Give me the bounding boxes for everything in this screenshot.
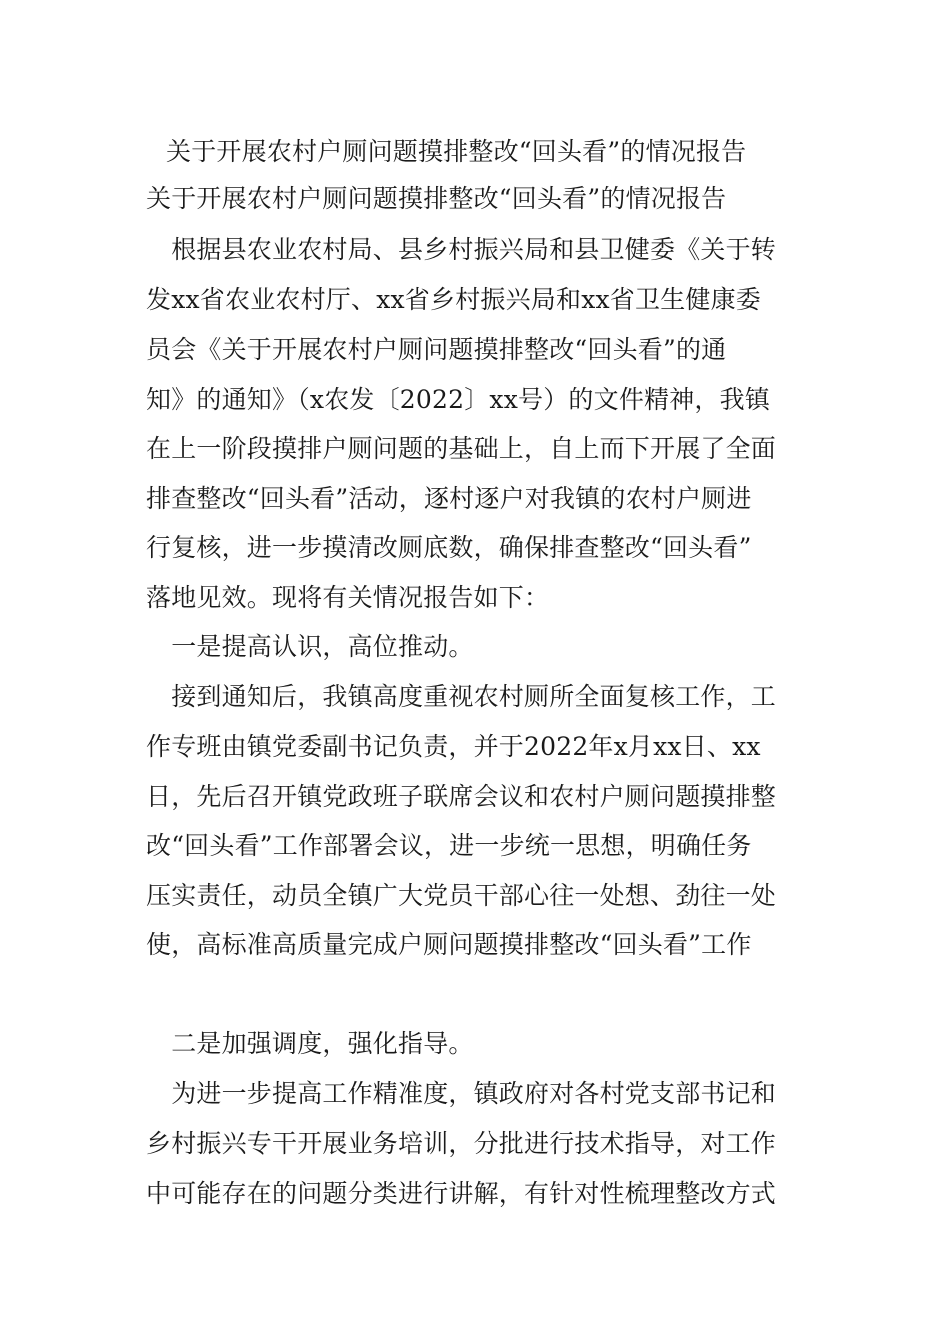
paragraph-line: 改“回头看”工作部署会议，进一步统一思想，明确任务 xyxy=(146,831,752,860)
paragraph-line: 使，高标准高质量完成户厕问题摸排整改“回头看”工作 xyxy=(146,930,752,959)
paragraph-line: 中可能存在的问题分类进行讲解，有针对性梳理整改方式 xyxy=(146,1179,777,1208)
paragraph-line: 在上一阶段摸排户厕问题的基础上，自上而下开展了全面 xyxy=(146,434,777,463)
paragraph-line: 知》的通知》（x农发〔2022〕xx号）的文件精神，我镇 xyxy=(146,385,771,414)
document-title-repeat: 关于开展农村户厕问题摸排整改“回头看”的情况报告 xyxy=(146,184,727,213)
paragraph-line: 为进一步提高工作精准度，镇政府对各村党支部书记和 xyxy=(146,1079,777,1108)
paragraph-line: 日，先后召开镇党政班子联席会议和农村户厕问题摸排整 xyxy=(146,782,777,811)
paragraph-line: 作专班由镇党委副书记负责，并于2022年x月xx日、xx xyxy=(146,732,761,761)
paragraph-line: 发xx省农业农村厅、xx省乡村振兴局和xx省卫生健康委 xyxy=(146,285,761,314)
paragraph-line: 压实责任，动员全镇广大党员干部心往一处想、劲往一处 xyxy=(146,881,777,910)
section-heading-2: 二是加强调度，强化指导。 xyxy=(146,1029,474,1058)
paragraph-line: 员会《关于开展农村户厕问题摸排整改“回头看”的通 xyxy=(146,335,727,364)
paragraph-line: 行复核，进一步摸清改厕底数，确保排查整改“回头看” xyxy=(146,533,752,562)
paragraph-line: 乡村振兴专干开展业务培训，分批进行技术指导，对工作 xyxy=(146,1129,777,1158)
document-title: 关于开展农村户厕问题摸排整改“回头看”的情况报告 xyxy=(166,137,747,166)
section-heading-1: 一是提高认识，高位推动。 xyxy=(146,632,474,661)
paragraph-line: 排查整改“回头看”活动，逐村逐户对我镇的农村户厕进 xyxy=(146,484,752,513)
paragraph-line: 根据县农业农村局、县乡村振兴局和县卫健委《关于转 xyxy=(146,235,777,264)
paragraph-line: 接到通知后，我镇高度重视农村厕所全面复核工作，工 xyxy=(146,682,777,711)
paragraph-line: 落地见效。现将有关情况报告如下： xyxy=(146,583,550,612)
